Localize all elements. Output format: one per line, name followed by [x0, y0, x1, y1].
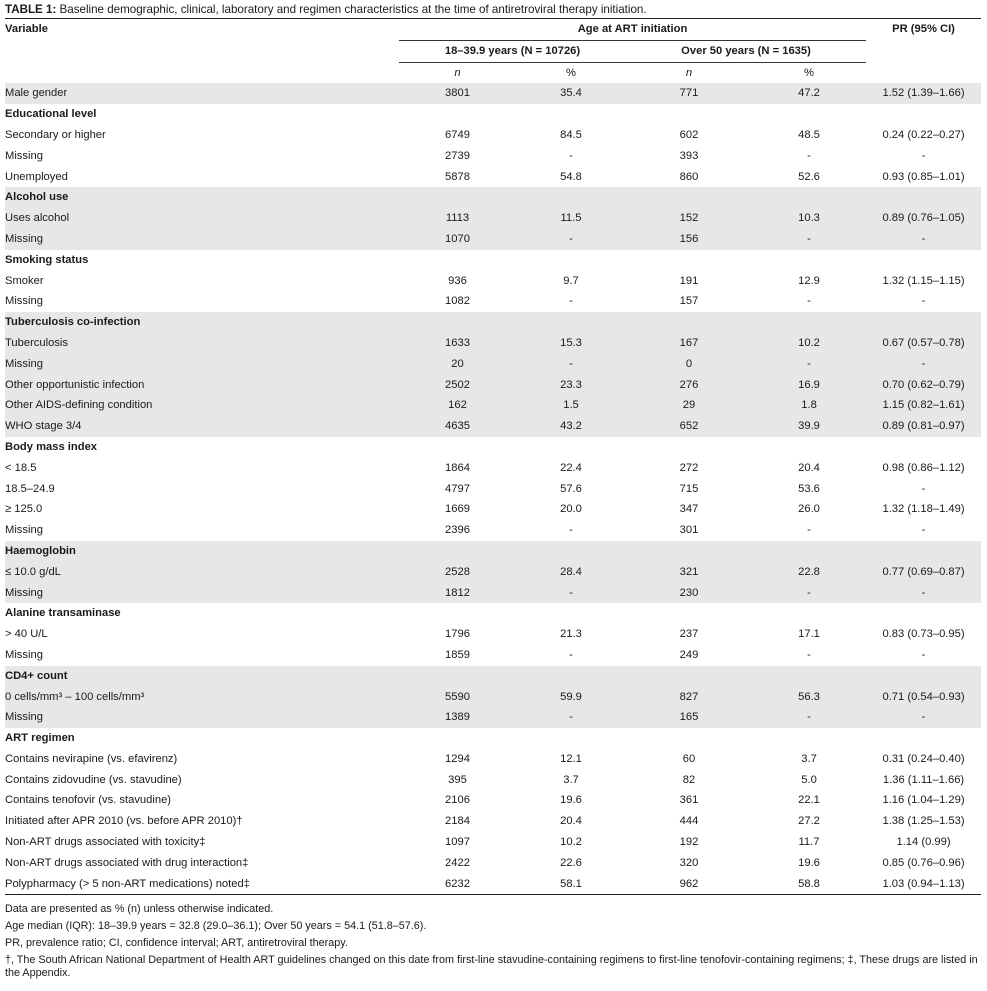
table-notes: [5, 901, 981, 980]
header-age-group: Age at ART initiation: [577, 23, 688, 35]
cell-n-group2: [626, 104, 752, 125]
cell-pct-group1: -: [569, 648, 573, 661]
note-1: Data are presented as % (n) unless otherwise indicated.: [5, 903, 274, 916]
cell-pct-group1: 12.1: [560, 752, 582, 765]
section-row: [5, 250, 981, 271]
cell-pct-group1: -: [569, 149, 573, 162]
cell-pr: 0.98 (0.86–1.12): [882, 461, 965, 474]
table-row: [5, 167, 981, 188]
cell-pct-group2: [752, 312, 866, 333]
cell-n-group2: 276: [626, 375, 752, 396]
cell-n-group2: [626, 603, 752, 624]
cell-n-group1: 2184: [445, 815, 470, 828]
cell-pct-group1: [516, 437, 626, 458]
cell-n-group1: 1082: [445, 295, 470, 308]
row-label: Non-ART drugs associated with drug interaction‡: [5, 856, 249, 869]
table-row: [5, 208, 981, 229]
cell-n-group2: 156: [626, 229, 752, 250]
table-row: [5, 354, 981, 375]
cell-pr: [866, 728, 981, 749]
cell-n-group1: 5878: [445, 170, 470, 183]
cell-pct-group1: 58.1: [560, 877, 582, 890]
cell-pr: 1.14 (0.99): [896, 836, 951, 849]
cell-n-group1: 1864: [445, 461, 470, 474]
cell-n-group1: 2396: [445, 524, 470, 537]
cell-pr: [866, 312, 981, 333]
row-label: > 40 U/L: [5, 628, 48, 641]
row-label: Polypharmacy (> 5 non-ART medications) noted‡: [5, 877, 250, 890]
cell-pr: 0.70 (0.62–0.79): [866, 375, 981, 396]
section-row: [5, 603, 981, 624]
row-label: Missing: [5, 149, 43, 162]
cell-n-group1: 1633: [399, 333, 516, 354]
cell-n-group1: [399, 541, 516, 562]
cell-pr: 1.32 (1.15–1.15): [882, 274, 965, 287]
table-row: [5, 790, 981, 811]
cell-n-group2: 301: [679, 524, 699, 537]
cell-n-group2: 167: [626, 333, 752, 354]
cell-pr: 0.93 (0.85–1.01): [882, 170, 965, 183]
cell-n-group2: 152: [626, 208, 752, 229]
header-row-3: [5, 62, 981, 83]
cell-pr: 0.77 (0.69–0.87): [866, 562, 981, 583]
header-pct-2: %: [752, 62, 866, 83]
row-label: Contains tenofovir (vs. stavudine): [5, 794, 172, 807]
row-label: 18.5–24.9: [5, 482, 55, 495]
cell-n-group2: 272: [679, 461, 699, 474]
table-row: [5, 520, 981, 541]
cell-pct-group1: -: [516, 707, 626, 728]
cell-n-group1: 20: [399, 354, 516, 375]
cell-n-group2: 157: [679, 295, 699, 308]
table-row: [5, 416, 981, 437]
cell-n-group1: 1669: [445, 503, 470, 516]
characteristics-table: [5, 19, 981, 894]
cell-n-group1: 1070: [399, 229, 516, 250]
row-label: Missing: [5, 648, 43, 661]
cell-n-group2: 82: [682, 773, 696, 786]
cell-pr: 1.16 (1.04–1.29): [882, 794, 965, 807]
cell-pct-group1: 23.3: [516, 375, 626, 396]
cell-n-group2: 165: [626, 707, 752, 728]
cell-pct-group2: 10.3: [752, 208, 866, 229]
cell-pct-group1: 43.2: [516, 416, 626, 437]
row-label: Alcohol use: [5, 187, 399, 208]
row-label: Tuberculosis co-infection: [5, 312, 399, 333]
cell-pr: 0.83 (0.73–0.95): [882, 628, 965, 641]
table-row: [5, 229, 981, 250]
cell-pct-group1: 11.5: [516, 208, 626, 229]
cell-pct-group2: 5.0: [801, 773, 817, 786]
cell-pr: [866, 541, 981, 562]
table-row: [5, 770, 981, 791]
cell-pct-group1: 20.4: [560, 815, 582, 828]
cell-n-group1: [399, 666, 516, 687]
cell-n-group1: 1113: [399, 208, 516, 229]
cell-n-group2: 192: [679, 836, 699, 849]
table-row: [5, 333, 981, 354]
cell-pct-group2: -: [807, 524, 811, 537]
cell-pct-group1: -: [569, 524, 573, 537]
bottom-rule: [5, 894, 981, 895]
table-row: [5, 83, 981, 104]
cell-pct-group2: -: [807, 648, 811, 661]
row-label: Missing: [5, 707, 399, 728]
cell-n-group2: [626, 250, 752, 271]
cell-n-group1: 936: [448, 274, 467, 287]
section-row: [5, 437, 981, 458]
cell-n-group2: [626, 437, 752, 458]
row-label: Unemployed: [5, 170, 68, 183]
cell-pct-group2: [752, 666, 866, 687]
table-caption-label: TABLE 1:: [5, 3, 57, 16]
section-row: [5, 728, 981, 749]
cell-pct-group1: [516, 666, 626, 687]
cell-n-group1: 1389: [399, 707, 516, 728]
cell-pct-group2: 1.8: [752, 395, 866, 416]
cell-n-group1: 2106: [445, 794, 470, 807]
cell-pct-group2: 22.1: [798, 794, 820, 807]
cell-n-group1: 162: [399, 395, 516, 416]
row-label: Alanine transaminase: [5, 607, 121, 620]
cell-n-group2: 191: [679, 274, 699, 287]
cell-pct-group2: 11.7: [798, 836, 820, 849]
cell-pct-group1: 3.7: [563, 773, 579, 786]
table-row: [5, 645, 981, 666]
cell-n-group1: 1812: [399, 583, 516, 604]
header-row-1: [5, 19, 981, 40]
cell-n-group2: 361: [679, 794, 699, 807]
table-row: [5, 832, 981, 853]
cell-pct-group1: -: [516, 354, 626, 375]
row-label: Missing: [5, 583, 399, 604]
cell-n-group2: 347: [679, 503, 699, 516]
cell-pct-group1: 35.4: [516, 83, 626, 104]
cell-pct-group1: 84.5: [560, 128, 582, 141]
cell-pct-group2: 10.2: [752, 333, 866, 354]
cell-n-group2: 827: [626, 687, 752, 708]
cell-pct-group1: 20.0: [560, 503, 582, 516]
cell-pr: 1.52 (1.39–1.66): [866, 83, 981, 104]
cell-n-group1: 2739: [445, 149, 470, 162]
cell-n-group1: 2502: [399, 375, 516, 396]
cell-n-group1: 1097: [445, 836, 470, 849]
table-row: [5, 499, 981, 520]
section-row: [5, 666, 981, 687]
cell-pct-group2: 58.8: [798, 877, 820, 890]
cell-pct-group2: [752, 728, 866, 749]
cell-pr: -: [866, 583, 981, 604]
cell-pr: -: [921, 482, 926, 495]
cell-n-group2: [626, 312, 752, 333]
row-label: Secondary or higher: [5, 128, 106, 141]
cell-pct-group1: [516, 603, 626, 624]
cell-pct-group2: 26.0: [798, 503, 820, 516]
cell-pr: 0.71 (0.54–0.93): [866, 687, 981, 708]
header-n-1: n: [399, 62, 516, 83]
cell-pct-group1: [516, 312, 626, 333]
cell-n-group1: 6232: [445, 877, 470, 890]
row-label: Body mass index: [5, 440, 98, 453]
table-caption: [5, 2, 981, 18]
cell-pr: -: [921, 648, 926, 661]
row-label: Other AIDS-defining condition: [5, 395, 399, 416]
row-label: Educational level: [5, 108, 97, 121]
cell-pct-group1: -: [569, 295, 573, 308]
header-group-1: 18–39.9 years (N = 10726): [444, 44, 581, 57]
cell-pr: [866, 603, 981, 624]
cell-n-group2: [626, 666, 752, 687]
cell-pct-group2: 53.6: [798, 482, 820, 495]
cell-pct-group1: 57.6: [560, 482, 582, 495]
cell-n-group1: [399, 728, 516, 749]
cell-n-group1: 395: [448, 773, 467, 786]
cell-pct-group2: 12.9: [798, 274, 820, 287]
note-2: Age median (IQR): 18–39.9 years = 32.8 (29.0–36.1); Over 50 years = 54.1 (51.8–57.6).: [5, 920, 427, 933]
table-row: [5, 479, 981, 500]
cell-n-group2: [626, 187, 752, 208]
cell-pct-group2: -: [752, 354, 866, 375]
cell-n-group1: 1294: [445, 752, 470, 765]
cell-n-group2: 0: [626, 354, 752, 375]
row-label: Contains zidovudine (vs. stavudine): [5, 773, 182, 786]
cell-pct-group2: -: [752, 229, 866, 250]
table-row: [5, 458, 981, 479]
header-pct-1: %: [516, 62, 626, 83]
row-label: Smoking status: [5, 253, 89, 266]
cell-pr: [866, 437, 981, 458]
row-label: Initiated after APR 2010 (vs. before APR 2010)†: [5, 815, 243, 828]
cell-pct-group1: 15.3: [516, 333, 626, 354]
cell-pct-group2: -: [752, 583, 866, 604]
cell-pct-group1: 21.3: [560, 628, 582, 641]
cell-pct-group2: 20.4: [798, 461, 820, 474]
cell-pct-group2: 16.9: [752, 375, 866, 396]
cell-n-group2: 230: [626, 583, 752, 604]
cell-n-group2: [626, 728, 752, 749]
cell-pct-group2: 22.8: [752, 562, 866, 583]
table-row: [5, 811, 981, 832]
cell-pct-group2: -: [807, 295, 811, 308]
cell-pct-group2: 52.6: [798, 170, 820, 183]
cell-pct-group1: 19.6: [560, 794, 582, 807]
row-label: Haemoglobin: [5, 541, 399, 562]
cell-n-group2: 860: [679, 170, 699, 183]
cell-pr: -: [866, 229, 981, 250]
note-4: †, The South African National Department of Health ART guidelines changed on this date from first-line stavudine-containing regimens to first-line tenofovir-containing regimens; ‡, These drugs are listed in the Appendix.: [5, 954, 978, 980]
row-label: Male gender: [5, 83, 399, 104]
cell-pct-group2: 3.7: [801, 752, 817, 765]
cell-pr: 0.67 (0.57–0.78): [866, 333, 981, 354]
header-row-2: [5, 40, 981, 62]
row-label: Uses alcohol: [5, 208, 399, 229]
row-label: < 18.5: [5, 461, 37, 474]
cell-pct-group1: [516, 728, 626, 749]
row-label: ≥ 125.0: [5, 503, 43, 516]
cell-pr: 0.24 (0.22–0.27): [882, 128, 965, 141]
cell-pct-group1: -: [516, 583, 626, 604]
cell-n-group2: 715: [679, 482, 699, 495]
cell-n-group1: [399, 187, 516, 208]
cell-pr: 0.89 (0.81–0.97): [866, 416, 981, 437]
row-label: Contains nevirapine (vs. efavirenz): [5, 752, 178, 765]
cell-n-group1: [399, 603, 516, 624]
cell-n-group1: 1859: [445, 648, 470, 661]
row-label: Smoker: [5, 274, 44, 287]
cell-n-group1: 2422: [445, 856, 470, 869]
cell-pr: [866, 666, 981, 687]
cell-pct-group2: 39.9: [752, 416, 866, 437]
section-row: [5, 187, 981, 208]
cell-pct-group1: 22.6: [560, 856, 582, 869]
cell-pr: -: [921, 149, 926, 162]
cell-pct-group1: 59.9: [516, 687, 626, 708]
cell-pct-group2: [752, 437, 866, 458]
cell-n-group2: 393: [679, 149, 699, 162]
cell-pct-group2: 56.3: [752, 687, 866, 708]
cell-pct-group2: [752, 250, 866, 271]
cell-pr: 1.15 (0.82–1.61): [866, 395, 981, 416]
cell-pct-group2: 17.1: [798, 628, 820, 641]
cell-n-group1: 5590: [399, 687, 516, 708]
cell-pr: [866, 104, 981, 125]
cell-n-group1: [399, 437, 516, 458]
table-row: [5, 707, 981, 728]
cell-pr: -: [866, 354, 981, 375]
cell-n-group1: [399, 250, 516, 271]
cell-n-group1: 2528: [399, 562, 516, 583]
table-caption-text: Baseline demographic, clinical, laboratory and regimen characteristics at the time of antiretroviral therapy initiation.: [56, 3, 647, 16]
cell-pct-group2: [752, 104, 866, 125]
cell-n-group2: 60: [682, 752, 696, 765]
row-label: Missing: [5, 354, 399, 375]
cell-n-group2: 962: [679, 877, 699, 890]
cell-pr: -: [866, 707, 981, 728]
table-row: [5, 375, 981, 396]
cell-pct-group1: 28.4: [516, 562, 626, 583]
row-label: Non-ART drugs associated with toxicity‡: [5, 836, 206, 849]
cell-pct-group2: 47.2: [752, 83, 866, 104]
cell-n-group2: 652: [626, 416, 752, 437]
cell-pct-group2: [752, 603, 866, 624]
row-label: Tuberculosis: [5, 333, 399, 354]
note-3: PR, prevalence ratio; CI, confidence interval; ART, antiretroviral therapy.: [5, 937, 348, 950]
cell-pr: -: [921, 524, 926, 537]
cell-n-group1: [399, 312, 516, 333]
header-group-2: Over 50 years (N = 1635): [681, 44, 811, 57]
cell-pr: [866, 187, 981, 208]
cell-pct-group2: 48.5: [798, 128, 820, 141]
cell-pct-group2: -: [752, 707, 866, 728]
cell-pr: 1.32 (1.18–1.49): [882, 503, 965, 516]
cell-n-group2: 320: [679, 856, 699, 869]
section-row: [5, 541, 981, 562]
section-row: [5, 312, 981, 333]
cell-pr: 1.03 (0.94–1.13): [882, 877, 965, 890]
row-label: Missing: [5, 229, 399, 250]
row-label: Other opportunistic infection: [5, 375, 399, 396]
cell-pct-group2: [752, 187, 866, 208]
table-row: [5, 291, 981, 312]
table-row: [5, 125, 981, 146]
cell-pct-group2: [752, 541, 866, 562]
cell-n-group1: [399, 104, 516, 125]
table-row: [5, 624, 981, 645]
cell-n-group1: 1796: [445, 628, 470, 641]
table-row: [5, 146, 981, 167]
cell-pr: 1.36 (1.11–1.66): [882, 773, 965, 786]
cell-pct-group1: 54.8: [560, 170, 582, 183]
cell-n-group1: 3801: [399, 83, 516, 104]
cell-pr: 0.31 (0.24–0.40): [882, 752, 965, 765]
cell-pct-group1: 1.5: [516, 395, 626, 416]
cell-n-group2: 249: [679, 648, 699, 661]
row-label: WHO stage 3/4: [5, 416, 399, 437]
table-row: [5, 395, 981, 416]
cell-n-group2: 29: [626, 395, 752, 416]
cell-n-group2: 444: [679, 815, 699, 828]
cell-pct-group1: 22.4: [560, 461, 582, 474]
table-row: [5, 562, 981, 583]
cell-pct-group2: 27.2: [798, 815, 820, 828]
cell-n-group2: [626, 541, 752, 562]
row-label: CD4+ count: [5, 666, 399, 687]
row-label: 0 cells/mm³ – 100 cells/mm³: [5, 687, 399, 708]
cell-pct-group2: -: [807, 149, 811, 162]
cell-pct-group1: [516, 541, 626, 562]
row-label: ≤ 10.0 g/dL: [5, 562, 399, 583]
cell-pr: 1.38 (1.25–1.53): [882, 815, 965, 828]
cell-n-group2: 771: [626, 83, 752, 104]
cell-n-group2: 602: [679, 128, 699, 141]
cell-pr: -: [921, 295, 926, 308]
cell-pct-group1: 9.7: [563, 274, 579, 287]
table-row: [5, 583, 981, 604]
header-pr: PR (95% CI): [892, 23, 955, 35]
cell-n-group1: 6749: [445, 128, 470, 141]
table-row: [5, 687, 981, 708]
table-row: [5, 874, 981, 895]
cell-n-group1: 4635: [399, 416, 516, 437]
row-label: Missing: [5, 524, 43, 537]
table-body: [5, 83, 981, 894]
table-row: [5, 853, 981, 874]
cell-pr: [866, 250, 981, 271]
cell-n-group2: 321: [626, 562, 752, 583]
row-label: ART regimen: [5, 732, 75, 745]
cell-pct-group2: 19.6: [798, 856, 820, 869]
cell-pct-group1: -: [516, 229, 626, 250]
cell-n-group2: 237: [679, 628, 699, 641]
cell-pct-group1: [516, 187, 626, 208]
cell-pct-group1: [516, 104, 626, 125]
cell-pr: 0.85 (0.76–0.96): [882, 856, 965, 869]
cell-n-group1: 4797: [445, 482, 470, 495]
header-variable: Variable: [5, 23, 48, 35]
table-row: [5, 271, 981, 292]
cell-pct-group1: [516, 250, 626, 271]
cell-pct-group1: 10.2: [560, 836, 582, 849]
table-row: [5, 749, 981, 770]
cell-pr: 0.89 (0.76–1.05): [866, 208, 981, 229]
section-row: [5, 104, 981, 125]
header-n-2: n: [626, 62, 752, 83]
row-label: Missing: [5, 295, 43, 308]
